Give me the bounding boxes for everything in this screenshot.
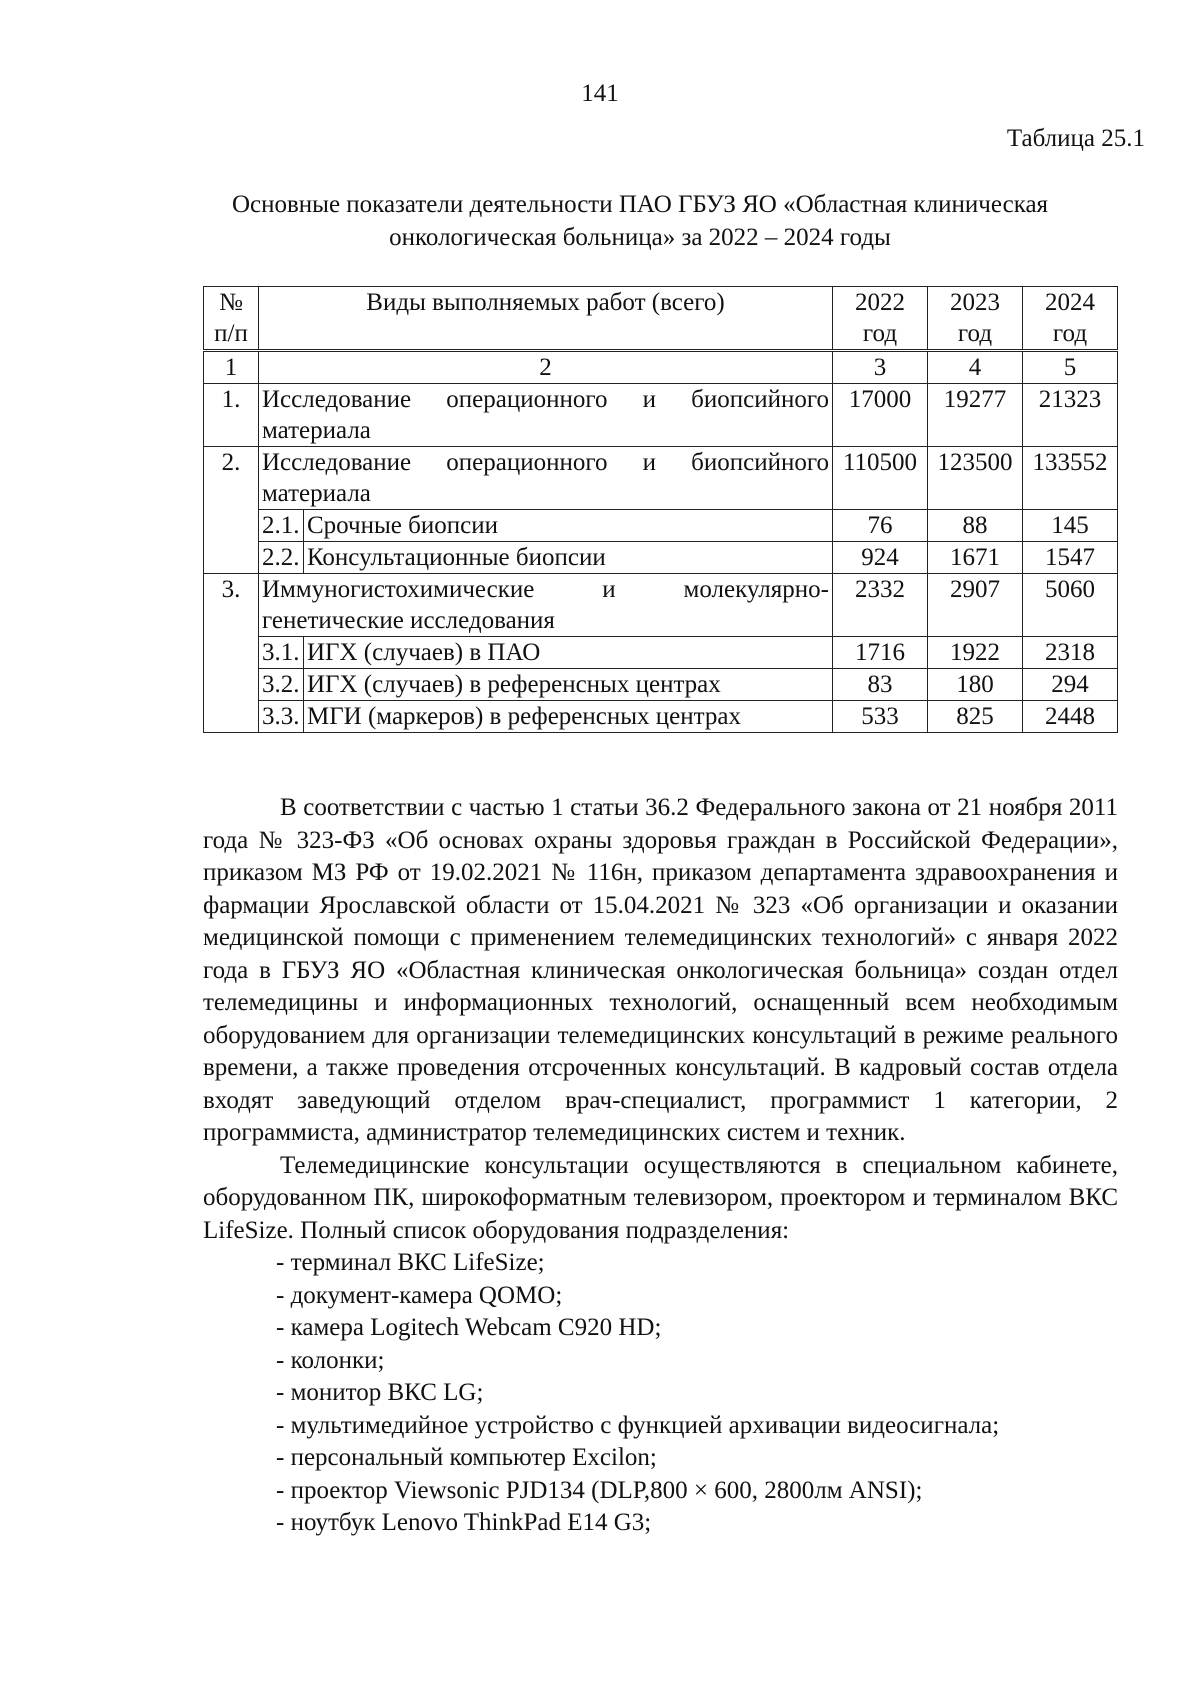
list-item: - камера Logitech Webcam C920 HD; xyxy=(276,1314,662,1341)
column-numbers-row xyxy=(204,351,1118,384)
page-number: 141 xyxy=(581,80,619,107)
table-subrow xyxy=(204,542,1118,574)
subrow-num: 3.1. xyxy=(259,637,304,669)
table-subrow xyxy=(204,701,1118,733)
subrow-num: 3.2. xyxy=(259,669,304,701)
table-row xyxy=(204,447,1118,510)
list-item: - мультимедийное устройство с функцией архивации видеосигнала; xyxy=(276,1411,1000,1439)
equipment-list xyxy=(203,1247,1118,1540)
subrow-label: МГИ (маркеров) в референсных центрах xyxy=(304,701,833,733)
header-2024: 2024 год xyxy=(1023,287,1118,351)
table-row xyxy=(204,384,1118,447)
table-header-row xyxy=(204,287,1118,351)
header-2022: 2022 год xyxy=(833,287,928,351)
list-item: - ноутбук Lenovo ThinkPad E14 G3; xyxy=(276,1509,652,1536)
colnum-5: 5 xyxy=(1023,351,1118,384)
subrow-label: ИГХ (случаев) в ПАО xyxy=(304,637,833,669)
colnum-2: 2 xyxy=(259,351,833,384)
value-2023: 19277 xyxy=(928,384,1023,447)
value-2024: 145 xyxy=(1023,510,1118,542)
subrow-num: 2.1. xyxy=(259,510,304,542)
value-2023: 1922 xyxy=(928,637,1023,669)
table-title-line-1: Основные показатели деятельности ПАО ГБУЗ ЯО «Областная клиническая xyxy=(231,191,1049,218)
value-2022: 83 xyxy=(833,669,928,701)
value-2023: 180 xyxy=(928,669,1023,701)
row-num: 3. xyxy=(204,574,259,733)
row-label: Иммуногистохимические и молекулярно-генетические исследования xyxy=(259,574,833,637)
table-title xyxy=(170,188,1110,254)
value-2023: 2907 xyxy=(928,574,1023,637)
table-subrow xyxy=(204,510,1118,542)
value-2022: 76 xyxy=(833,510,928,542)
row-num: 1. xyxy=(204,384,259,447)
value-2022: 2332 xyxy=(833,574,928,637)
list-item: - колонки; xyxy=(276,1346,385,1374)
value-2024: 294 xyxy=(1023,669,1118,701)
value-2024: 2448 xyxy=(1023,701,1118,733)
subrow-label: ИГХ (случаев) в референсных центрах xyxy=(304,669,833,701)
value-2023: 1671 xyxy=(928,542,1023,574)
row-label: Исследование операционного и биопсийного материала xyxy=(259,384,833,447)
value-2024: 133552 xyxy=(1023,447,1118,510)
value-2024: 21323 xyxy=(1023,384,1118,447)
colnum-3: 3 xyxy=(833,351,928,384)
list-item: - проектор Viewsonic PJD134 (DLP,800 × 600, 2800лм ANSI); xyxy=(276,1476,923,1504)
list-item: - персональный компьютер Excilon; xyxy=(276,1444,657,1471)
subrow-num: 2.2. xyxy=(259,542,304,574)
list-item: - монитор ВКС LG; xyxy=(276,1379,484,1406)
table-row xyxy=(204,574,1118,637)
list-item: - документ-камера QOMO; xyxy=(276,1281,563,1309)
subrow-num: 3.3. xyxy=(259,701,304,733)
table-subrow xyxy=(204,669,1118,701)
value-2022: 110500 xyxy=(833,447,928,510)
value-2022: 1716 xyxy=(833,637,928,669)
paragraph-legal-basis: В соответствии с частью 1 статьи 36.2 Федерального закона от 21 ноября 2011 года № 323-ФЗ «Об основах охраны здоровья граждан в Российской Федерации», приказом МЗ РФ от 19.02.2021 № 116н, приказом департамента здравоохранения и фармации Ярославской области от 15.04.2021 № 323 «Об организации и оказании медицинской помощи с применением телемедицинских технологий» с января 2022 года в ГБУЗ ЯО «Областная клиническая онкологическая больница» создан отдел телемедицины и информационных технологий, оснащенный всем необходимым оборудованием для организации телемедицинских консультаций в режиме реального времени, а также проведения отсроченных консультаций. В кадровый состав отдела входят заведующий отделом врач-специалист, программист 1 категории, 2 программиста, администратор телемедицинских систем и техник. xyxy=(203,794,1118,1146)
subrow-label: Срочные биопсии xyxy=(304,510,833,542)
table-label: Таблица 25.1 xyxy=(1006,125,1145,152)
value-2022: 924 xyxy=(833,542,928,574)
value-2024: 1547 xyxy=(1023,542,1118,574)
value-2023: 123500 xyxy=(928,447,1023,510)
value-2024: 5060 xyxy=(1023,574,1118,637)
row-num: 2. xyxy=(204,447,259,574)
colnum-4: 4 xyxy=(928,351,1023,384)
value-2023: 825 xyxy=(928,701,1023,733)
header-work-types: Виды выполняемых работ (всего) xyxy=(259,287,833,351)
paragraph-consultations: Телемедицинские консультации осуществляются в специальном кабинете, оборудованном ПК, широкоформатным телевизором, проектором и терминалом ВКС LifeSize. Полный список оборудования подразделения: xyxy=(203,1151,1118,1244)
value-2022: 17000 xyxy=(833,384,928,447)
indicators-table xyxy=(203,286,1118,733)
list-item: - терминал ВКС LifeSize; xyxy=(276,1249,545,1276)
body-text xyxy=(203,792,1118,1540)
value-2022: 533 xyxy=(833,701,928,733)
value-2023: 88 xyxy=(928,510,1023,542)
header-2023: 2023 год xyxy=(928,287,1023,351)
header-num: № п/п xyxy=(204,287,259,351)
subrow-label: Консультационные биопсии xyxy=(304,542,833,574)
row-label: Исследование операционного и биопсийного материала xyxy=(259,447,833,510)
table-title-line-2: онкологическая больница» за 2022 – 2024 годы xyxy=(389,224,891,251)
value-2024: 2318 xyxy=(1023,637,1118,669)
colnum-1: 1 xyxy=(204,351,259,384)
table-subrow xyxy=(204,637,1118,669)
